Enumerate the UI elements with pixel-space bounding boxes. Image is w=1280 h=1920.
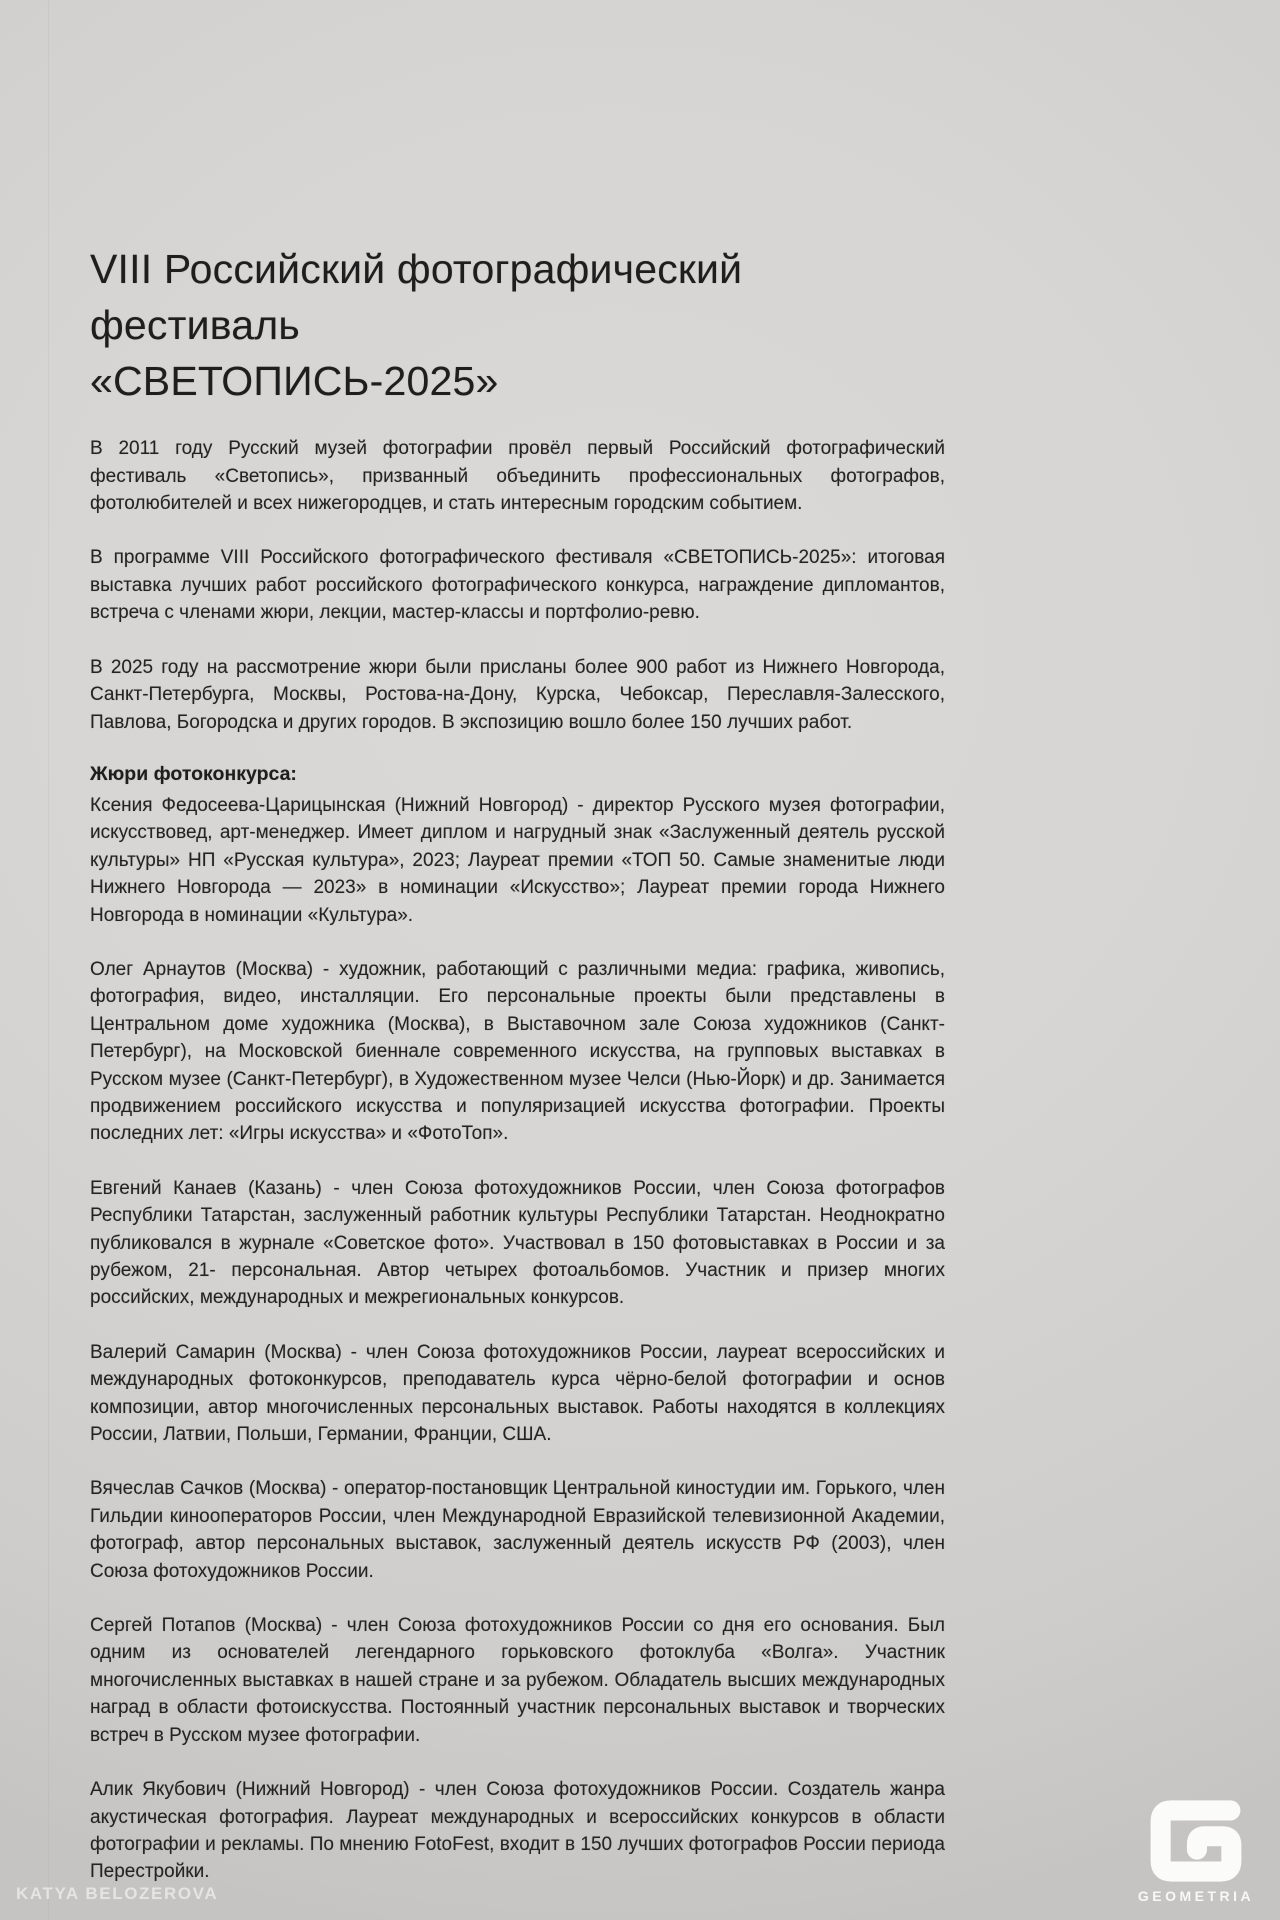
jury-paragraph: Валерий Самарин (Москва) - член Союза фотохудожников России, лауреат всероссийских и международных фотоконкурсов, преподаватель курса чёрно-белой фотографии и основ композиции, автор многочисленных персональных выставок. Работы находятся в коллекциях России, Латвии, Польши, Германии, Франции, США. — [90, 1341, 945, 1446]
intro-paragraph: В 2025 году на рассмотрение жюри были присланы более 900 работ из Нижнего Новгорода, Санкт-Петербурга, Москвы, Ростова-на-Дону, Курска, Чебоксар, Переславля-Залесского, Павлова, Богородска и других городов. В экспозицию вошло более 150 лучших работ. — [90, 656, 945, 733]
geometria-logo-text: GEOMETRIA — [1137, 1888, 1255, 1904]
jury-paragraph: Олег Арнаутов (Москва) - художник, работающий с различными медиа: графика, живопись, фотография, видео, инсталляции. Его персональные проекты были представлены в Центральном доме художника (Москва), в Выставочном зале Союза художников (Санкт-Петербург), на Московской биеннале современного искусства, на групповых выставках в Русском музее (Санкт-Петербург), в Художественном музее Челси (Нью-Йорк) и др. Занимается продвижением российского искусства и популяризацией искусства фотографии. Проекты последних лет: «Игры искусства» и «ФотоТоп». — [90, 958, 945, 1145]
jury-paragraph: Алик Якубович (Нижний Новгород) - член Союза фотохудожников России. Создатель жанра акустическая фотография. Лауреат международных и всероссийских конкурсов в области фотографии и рекламы. По мнению FotoFest, входит в 150 лучших фотографов России периода Перестройки. — [90, 1779, 945, 1883]
geometria-g-icon — [1148, 1798, 1244, 1884]
page-title-line2: «СВЕТОПИСЬ-2025» — [90, 357, 499, 404]
geometria-logo — [1136, 1798, 1256, 1904]
jury-heading: Жюри фотоконкурса: — [90, 762, 297, 785]
poster-body — [90, 242, 945, 1913]
page-title-line1: VIII Российский фотографический фестиваль — [90, 246, 743, 348]
intro-paragraph: В программе VIII Российского фотографического фестиваля «СВЕТОПИСЬ-2025»: итоговая выставка лучших работ российского фотографического конкурса, награждение дипломантов, встреча с членами жюри, лекции, мастер-классы и портфолио-ревю. — [90, 547, 945, 624]
jury-paragraph: Сергей Потапов (Москва) - член Союза фотохудожников России со дня его основания. Был одним из основателей легендарного горьковского фотоклуба «Волга». Участник многочисленных выставках в нашей стране и за рубежом. Обладатель высших международных наград в области фотоискусства. Постоянный участник персональных выставок и творческих встреч в Русском музее фотографии. — [90, 1615, 945, 1746]
jury-paragraph: Ксения Федосеева-Царицынская (Нижний Новгород) - директор Русского музея фотографии, искусствовед, арт-менеджер. Имеет диплом и нагрудный знак «Заслуженный деятель русской культуры» НП «Русская культура», 2023; Лауреат премии «ТОП 50. Самые знаменитые люди Нижнего Новгорода — 2023» в номинации «Искусство»; Лауреат премии города Нижнего Новгорода в номинации «Культура». — [90, 794, 945, 926]
jury-paragraph: Вячеслав Сачков (Москва) - оператор-постановщик Центральной киностудии им. Горького, член Гильдии кинооператоров России, член Международной Евразийской телевизионной Академии, фотограф, автор персональных выставок, заслуженный деятель искусств РФ (2003), член Союза фотохудожников России. — [90, 1478, 945, 1582]
jury-paragraph: Евгений Канаев (Казань) - член Союза фотохудожников России, член Союза фотографов Республики Татарстан, заслуженный работник культуры Республики Татарстан. Неоднократно публиковался в журнале «Советское фото». Участвовал в 150 фотовыставках в России и за рубежом, 21- персональная. Автор четырех фотоальбомов. Участник и призер многих российских, международных и межрегиональных конкурсов. — [90, 1177, 945, 1309]
paper-seam — [48, 0, 49, 1920]
page-title — [90, 242, 945, 409]
intro-paragraph: В 2011 году Русский музей фотографии провёл первый Российский фотографический фестиваль «Светопись», призванный объединить профессиональных фотографов, фотолюбителей и всех нижегородцев, и стать интересным городским событием. — [90, 438, 945, 515]
photographer-watermark: KATYA BELOZEROVA — [16, 1884, 219, 1903]
